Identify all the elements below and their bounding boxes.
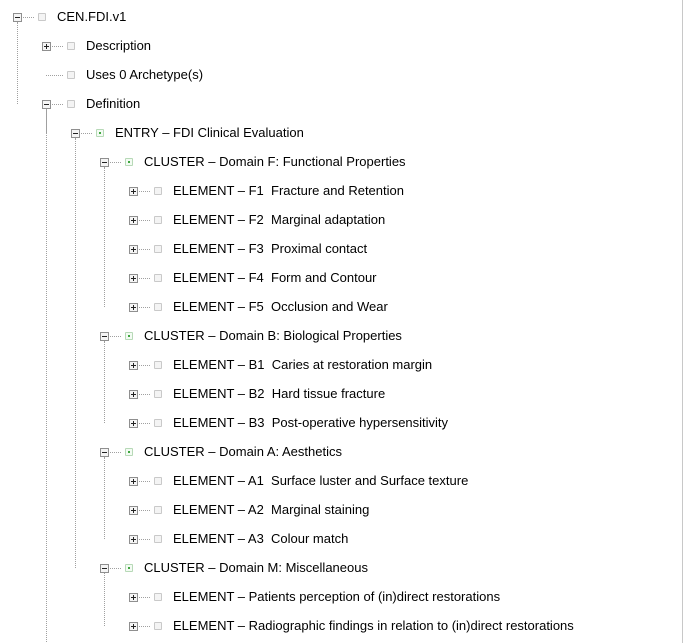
collapse-toggle-icon[interactable] — [100, 332, 109, 341]
expand-toggle-icon[interactable] — [129, 245, 138, 254]
tree-node-element-a2[interactable]: ELEMENT – A2 Marginal staining — [173, 502, 370, 517]
tree-node-description[interactable]: Description — [86, 38, 152, 53]
tree-node-cluster-b[interactable]: CLUSTER – Domain B: Biological Properties — [144, 328, 402, 343]
collapse-toggle-icon[interactable] — [100, 564, 109, 573]
tree-node-element-f2[interactable]: ELEMENT – F2 Marginal adaptation — [173, 212, 386, 227]
node-type-green-icon — [125, 332, 133, 340]
tree-node-element-b2[interactable]: ELEMENT – B2 Hard tissue fracture — [173, 386, 386, 401]
tree-node-root[interactable]: CEN.FDI.v1 — [57, 9, 127, 24]
node-type-gray-icon — [154, 303, 162, 311]
tree-node-element-b1[interactable]: ELEMENT – B1 Caries at restoration margin — [173, 357, 433, 372]
expand-toggle-icon[interactable] — [129, 419, 138, 428]
expand-toggle-icon[interactable] — [129, 622, 138, 631]
collapse-toggle-icon[interactable] — [13, 13, 22, 22]
tree-node-element-m1[interactable]: ELEMENT – Patients perception of (in)direct restorations — [173, 589, 501, 604]
node-type-green-icon — [125, 448, 133, 456]
collapse-toggle-icon[interactable] — [100, 448, 109, 457]
tree-node-element-a3[interactable]: ELEMENT – A3 Colour match — [173, 531, 349, 546]
expand-toggle-icon[interactable] — [129, 216, 138, 225]
node-type-gray-icon — [38, 13, 46, 21]
expand-toggle-icon[interactable] — [129, 187, 138, 196]
collapse-toggle-icon[interactable] — [42, 100, 51, 109]
node-type-gray-icon — [154, 477, 162, 485]
tree-node-cluster-f[interactable]: CLUSTER – Domain F: Functional Properties — [144, 154, 406, 169]
node-type-gray-icon — [154, 274, 162, 282]
node-type-gray-icon — [154, 535, 162, 543]
tree-node-element-a1[interactable]: ELEMENT – A1 Surface luster and Surface texture — [173, 473, 469, 488]
expand-toggle-icon[interactable] — [129, 593, 138, 602]
tree-guide-line — [104, 167, 105, 307]
node-type-gray-icon — [154, 390, 162, 398]
node-type-gray-icon — [154, 622, 162, 630]
tree-node-element-f4[interactable]: ELEMENT – F4 Form and Contour — [173, 270, 377, 285]
collapse-toggle-icon[interactable] — [71, 129, 80, 138]
tree-guide-line — [104, 457, 105, 539]
expand-toggle-icon[interactable] — [129, 274, 138, 283]
expand-toggle-icon[interactable] — [129, 361, 138, 370]
tree-node-cluster-m[interactable]: CLUSTER – Domain M: Miscellaneous — [144, 560, 368, 575]
tree-guide-line — [17, 22, 18, 104]
node-type-green-icon — [96, 129, 104, 137]
expand-toggle-icon[interactable] — [129, 535, 138, 544]
node-type-green-icon — [125, 564, 133, 572]
node-type-gray-icon — [154, 216, 162, 224]
expand-toggle-icon[interactable] — [42, 42, 51, 51]
tree-node-element-f3[interactable]: ELEMENT – F3 Proximal contact — [173, 241, 368, 256]
node-type-gray-icon — [154, 419, 162, 427]
tree-node-element-f1[interactable]: ELEMENT – F1 Fracture and Retention — [173, 183, 404, 198]
expand-toggle-icon[interactable] — [129, 477, 138, 486]
tree-node-element-m2[interactable]: ELEMENT – Radiographic findings in relation to (in)direct restorations — [173, 618, 574, 633]
expand-toggle-icon[interactable] — [129, 303, 138, 312]
tree-guide-line — [46, 109, 47, 642]
node-type-gray-icon — [67, 42, 75, 50]
node-type-green-icon — [125, 158, 133, 166]
tree-node-definition[interactable]: Definition — [86, 96, 141, 111]
expand-toggle-icon[interactable] — [129, 390, 138, 399]
node-type-gray-icon — [154, 506, 162, 514]
node-type-gray-icon — [67, 71, 75, 79]
tree-node-entry[interactable]: ENTRY – FDI Clinical Evaluation — [115, 125, 304, 140]
node-type-gray-icon — [154, 187, 162, 195]
tree-node-element-f5[interactable]: ELEMENT – F5 Occlusion and Wear — [173, 299, 388, 314]
tree-connector-line — [46, 75, 63, 76]
tree-node-uses-archetypes[interactable]: Uses 0 Archetype(s) — [86, 67, 204, 82]
node-type-gray-icon — [154, 245, 162, 253]
tree-node-element-b3[interactable]: ELEMENT – B3 Post-operative hypersensitivity — [173, 415, 449, 430]
collapse-toggle-icon[interactable] — [100, 158, 109, 167]
node-type-gray-icon — [154, 593, 162, 601]
expand-toggle-icon[interactable] — [129, 506, 138, 515]
node-type-gray-icon — [67, 100, 75, 108]
tree-guide-line — [75, 138, 76, 568]
tree-guide-line — [104, 573, 105, 626]
tree-guide-line — [104, 341, 105, 423]
node-type-gray-icon — [154, 361, 162, 369]
tree-node-cluster-a[interactable]: CLUSTER – Domain A: Aesthetics — [144, 444, 342, 459]
